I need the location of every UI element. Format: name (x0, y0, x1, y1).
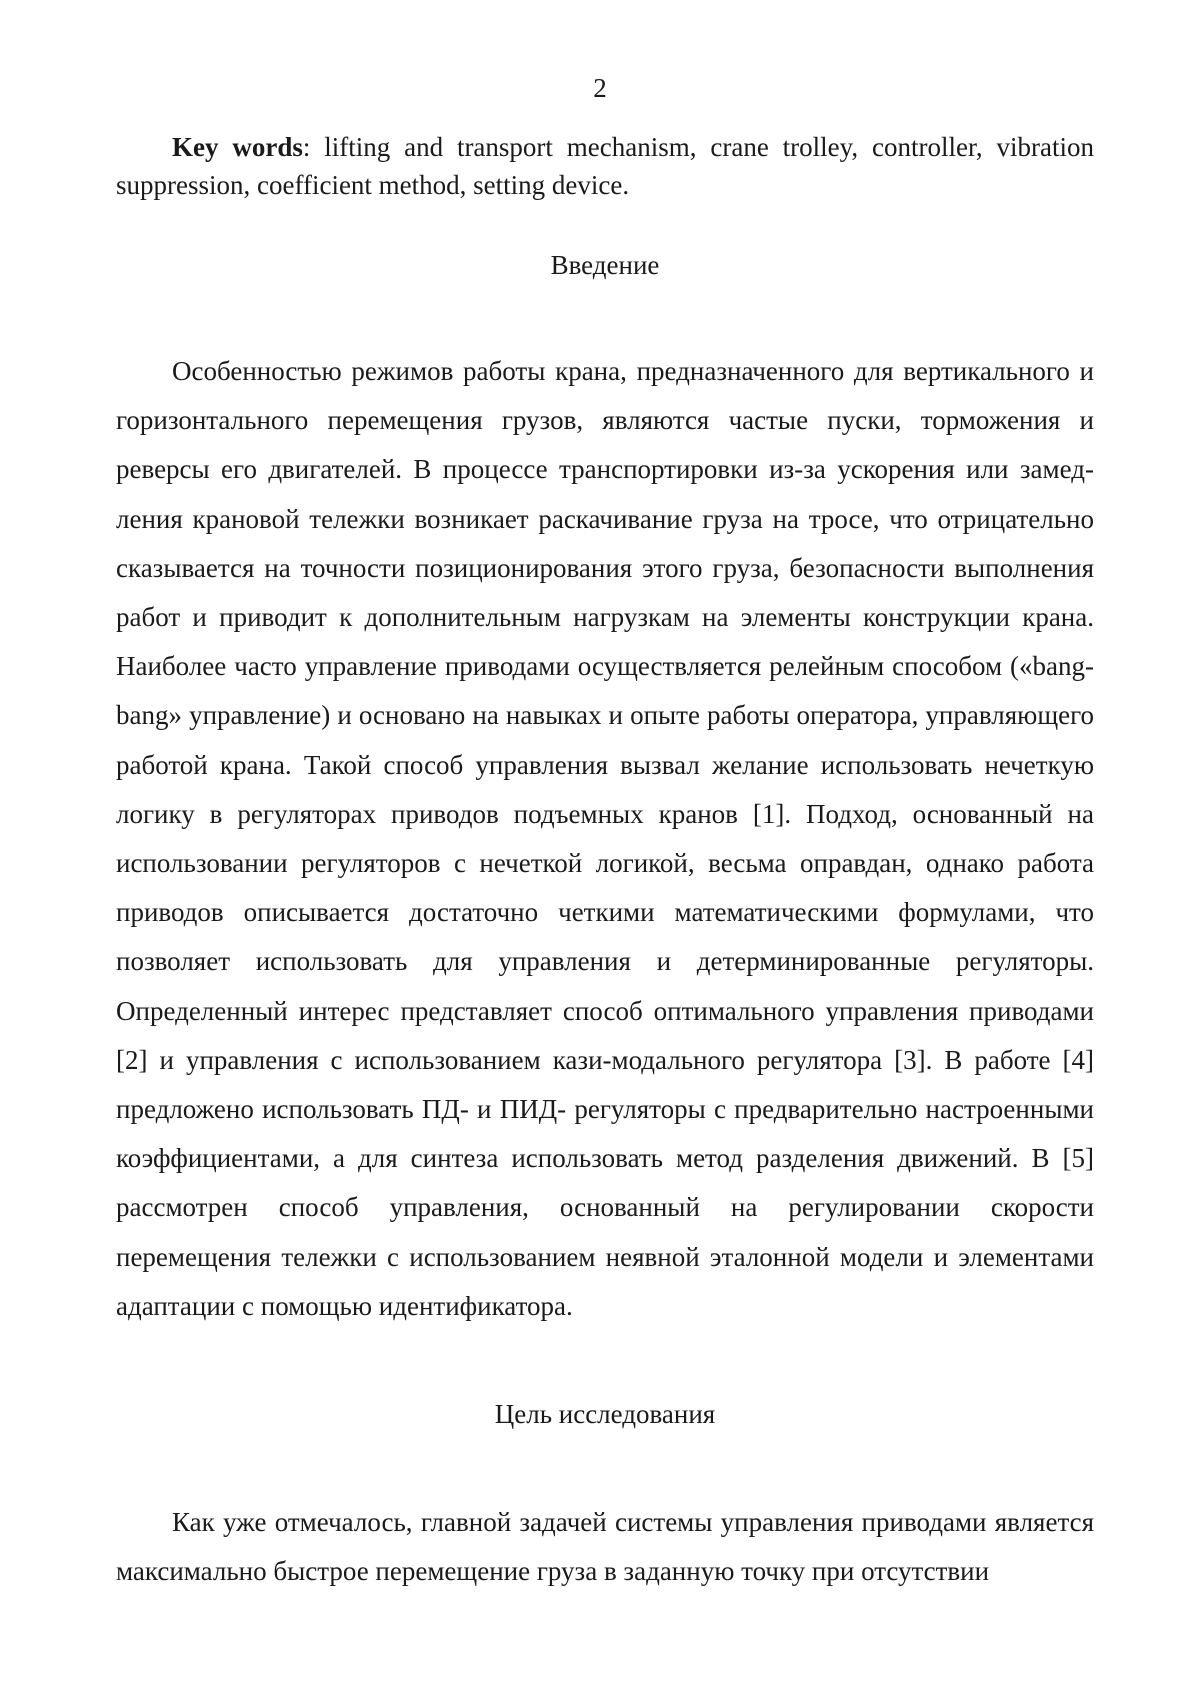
goal-heading: Цель исследования (494, 1399, 716, 1430)
intro-paragraph: Особенностью режимов работы крана, предназначенного для вертикального и горизонтального перемещения грузов, являются частые пуски, торможения и реверсы его двигателей. В процессе транспортировки из-за ускорения или замедления крановой тележки возникает раскачивание груза на тросе, что отрицательно сказывается на точности позиционирования этого груза, безопасности выполнения работ и приводит к дополнительным нагрузкам на элементы конструкции крана. Наиболее часто управление приводами осуществляется релейным способом («bang-bang» управление) и основано на навыках и опыте работы оператора, управляющего работой крана. Такой способ управления вызвал желание использовать нечеткую логику в регуляторах приводов подъемных кранов [1]. Подход, основанный на использовании регуляторов с нечеткой логикой, весьма оправдан, однако работа приводов описывается достаточно четкими математическими формулами, что позволяет использовать для управления и детерминированные регуляторы. Определенный интерес представляет способ оптимального управления приводами [2] и управления с использованием кази-модального регулятора [3]. В работе [4] предложено использовать ПД- и ПИД- регуляторы с предварительно настроенными коэффициентами, а для синтеза использовать метод разделения движений. В [5] рассмотрен способ управления, основанный на регулировании скорости перемещения тележки с использованием неявной эталонной модели и элементами адаптации с помощью идентификатора. (116, 356, 1094, 1321)
goal-paragraph: Как уже отмечалось, главной задачей системы управления приводами является максимально быстрое перемещение груза в заданную точку при отсутствии (116, 1507, 1094, 1587)
keywords-label: Key words (172, 132, 303, 162)
page-body (116, 128, 1094, 1596)
intro-heading: Введение (550, 250, 660, 280)
keywords-text: : lifting and transport mechanism, crane trolley, controller, vibration suppression, coefficient method, setting device. (116, 132, 1094, 200)
page-number: 2 (593, 73, 607, 103)
keywords-paragraph (116, 128, 1094, 204)
